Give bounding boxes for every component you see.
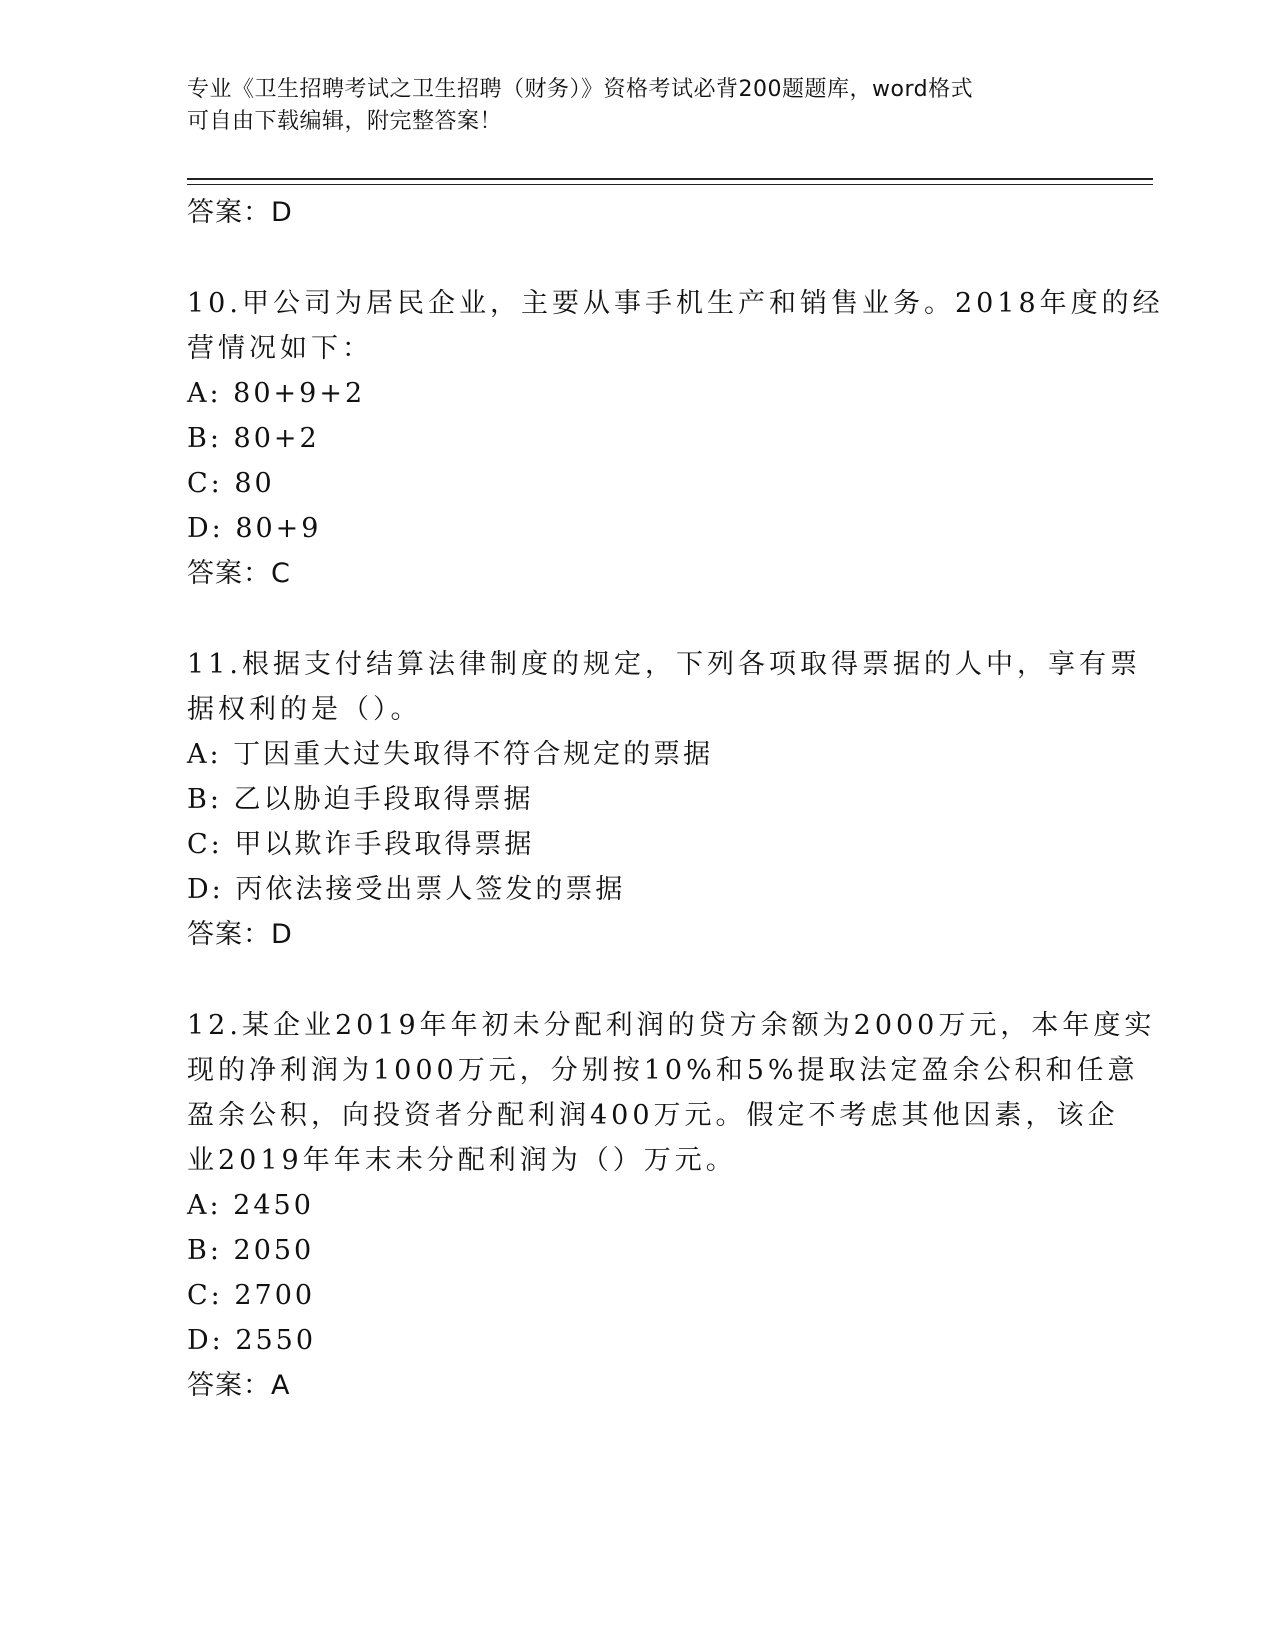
question-12 [187,1003,1156,1408]
header-line-2: 可自由下载编辑，附完整答案！ [187,109,503,134]
question-11 [187,642,1141,957]
question-text-line: 现的净利润为1000万元，分别按10%和5%提取法定盈余公积和任意 [187,1055,1139,1086]
option-d: D: 2550 [187,1325,317,1356]
option-c: C: 80 [187,468,275,499]
option-c: C: 2700 [187,1280,316,1311]
option-c: C: 甲以欺诈手段取得票据 [187,829,535,860]
option-a: A: 丁因重大过失取得不符合规定的票据 [187,739,714,770]
header-divider-thin [187,184,1153,185]
option-a: A: 80+9+2 [187,378,366,409]
previous-answer: 答案：D [187,197,293,228]
answer: 答案：D [187,919,293,950]
header-line-1: 专业《卫生招聘考试之卫生招聘（财务）》资格考试必背200题题库，word格式 [187,77,974,102]
header-divider-thick [187,178,1153,180]
option-b: B: 乙以胁迫手段取得票据 [187,784,534,815]
option-d: D: 丙依法接受出票人签发的票据 [187,874,626,905]
question-10 [187,281,1164,596]
document-header [187,74,1067,138]
answer: 答案：A [187,1370,291,1401]
option-b: B: 2050 [187,1235,315,1266]
option-d: D: 80+9 [187,513,322,544]
question-text-line: 据权利的是（）。 [187,694,422,725]
question-list [187,190,1164,1408]
question-text-line: 12.某企业2019年年初未分配利润的贷方余额为2000万元，本年度实 [187,1010,1156,1041]
question-text-line: 盈余公积，向投资者分配利润400万元。假定不考虑其他因素，该企 [187,1100,1119,1131]
option-b: B: 80+2 [187,423,320,454]
question-text-line: 11.根据支付结算法律制度的规定，下列各项取得票据的人中，享有票 [187,649,1141,680]
question-text-line: 10.甲公司为居民企业，主要从事手机生产和销售业务。2018年度的经 [187,288,1164,319]
answer: 答案：C [187,558,291,589]
option-a: A: 2450 [187,1190,314,1221]
question-text-line: 业2019年年末未分配利润为（）万元。 [187,1145,737,1176]
question-text-line: 营情况如下： [187,333,373,364]
